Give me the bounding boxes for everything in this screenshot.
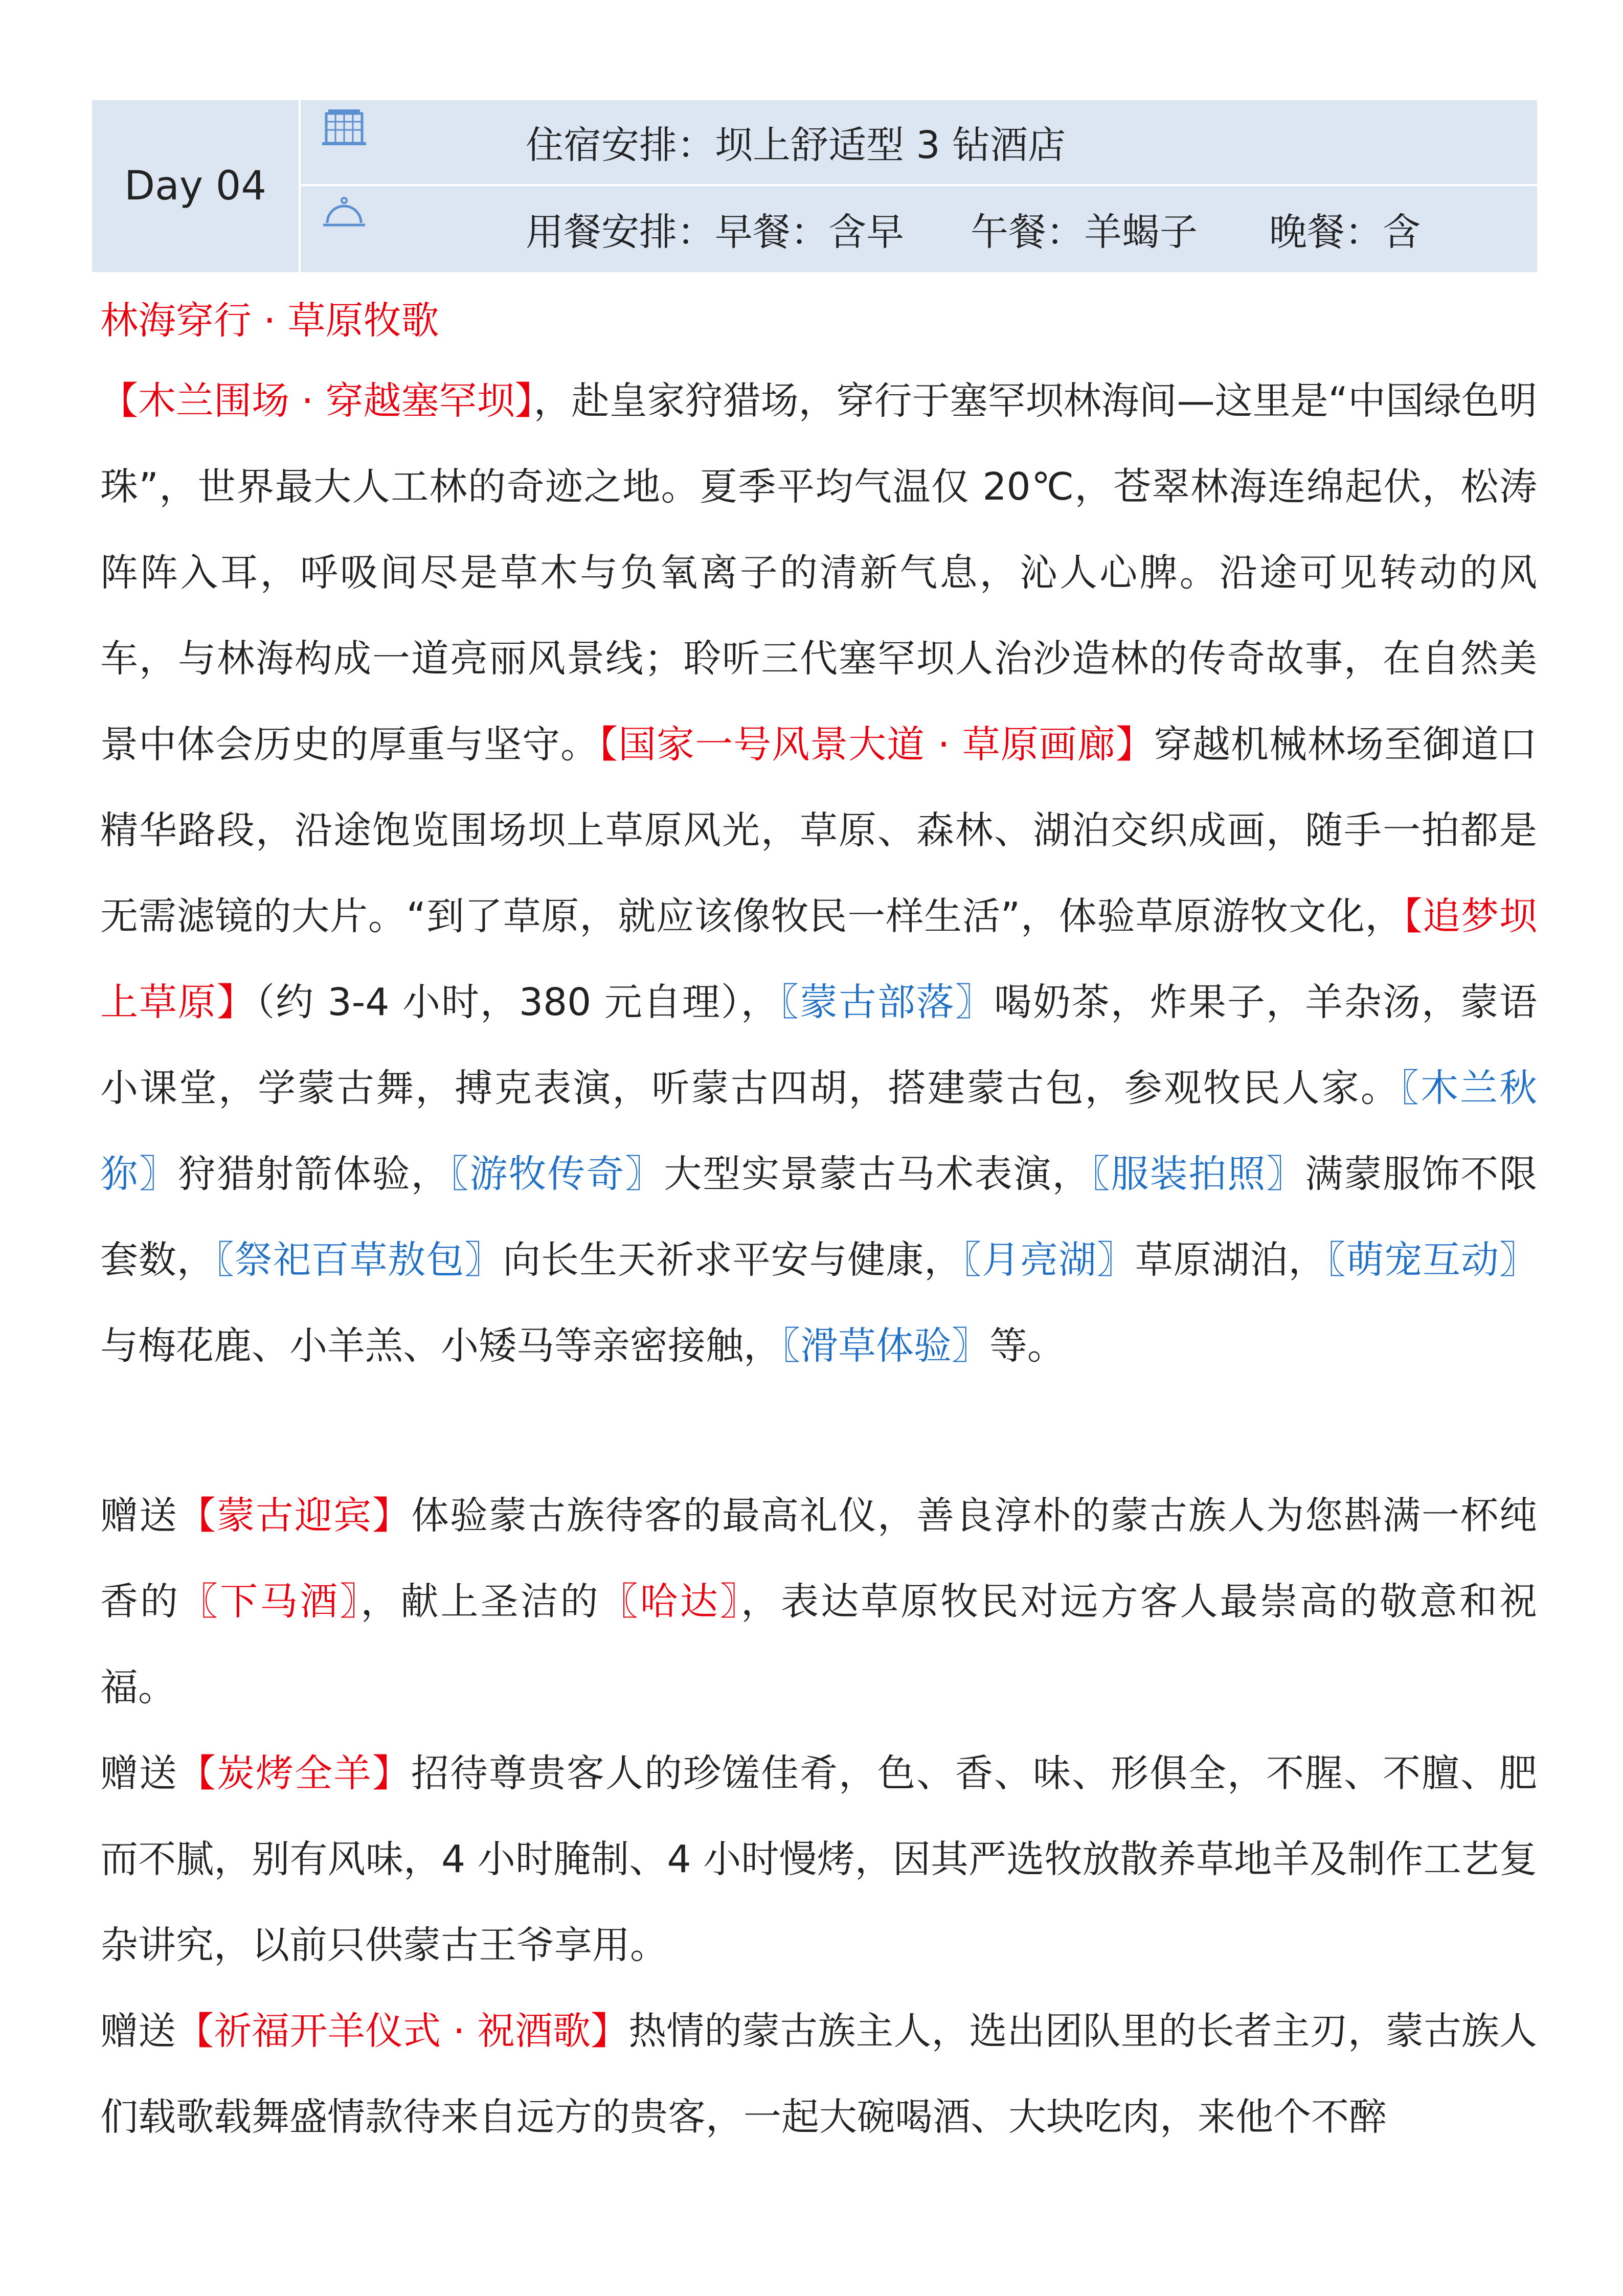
- highlight-grass-sliding: 〖滑草体验〗: [781, 1324, 989, 1368]
- dining-cloche-icon: [321, 192, 367, 233]
- highlight-hada: 〖哈达〗: [600, 1580, 741, 1624]
- highlight-pet-interaction: 〖萌宠互动〗: [1326, 1238, 1538, 1282]
- day-label: Day 04: [124, 163, 267, 209]
- info-column: [301, 100, 1537, 272]
- highlight-mongol-tribe: 〖蒙古部落〗: [779, 980, 994, 1024]
- text-run: 体验蒙古族待客的最高礼仪，善良淳朴的蒙古族人为您斟满一杯纯香的: [100, 1494, 1537, 1624]
- highlight-bashang-grassland: 【追梦坝上草原】: [100, 894, 1538, 1024]
- paragraph-welcome-gift: [100, 1473, 1537, 1730]
- text-run: 热情的蒙古族主人，选出团队里的长者主刃，蒙古族人们载歌载舞盛情款待来自远方的贵客，一起大碗喝酒、大块吃肉，来他个不醉: [100, 2009, 1537, 2139]
- text-run: 向长生天祈求平安与健康，: [503, 1238, 963, 1282]
- meals-row: [301, 186, 1537, 272]
- day-cell: [92, 100, 301, 272]
- text-run: 满蒙服饰不限套数，: [100, 1152, 1538, 1282]
- meals-text: [526, 202, 1421, 256]
- highlight-mulan-autumn-hunt: 〖木兰秋狝〗: [100, 1066, 1538, 1196]
- highlight-costume-photo: 〖服装拍照〗: [1091, 1152, 1305, 1196]
- highlight-moon-lake: 〖月亮湖〗: [962, 1238, 1135, 1282]
- paragraph-saihanba: [100, 358, 1537, 1389]
- text-run: 喝奶茶，炸果子，羊杂汤，蒙语小课堂，学蒙古舞，搏克表演，听蒙古四胡，搭建蒙古包，参观牧民人家。: [100, 980, 1538, 1110]
- highlight-roast-lamb: 【炭烤全羊】: [178, 1751, 411, 1795]
- text-run: 穿越机械林场至御道口精华路段，沿途饱览围场坝上草原风光，草原、森林、湖泊交织成画，随手一拍都是无需滤镜的大片。“到了草原，就应该像牧民一样生活”，体验草原游牧文化，: [100, 723, 1538, 938]
- lunch-text: 午餐：羊蝎子: [971, 210, 1198, 254]
- accommodation-text: 住宿安排：坝上舒适型 3 钻酒店: [526, 123, 1066, 167]
- highlight-mongol-welcome: 【蒙古迎宾】: [178, 1494, 411, 1538]
- highlight-nomad-legend: 〖游牧传奇〗: [449, 1152, 664, 1196]
- text-run: 与梅花鹿、小羊羔、小矮马等亲密接触，: [100, 1324, 781, 1368]
- accommodation-row: [301, 100, 1537, 186]
- text-run: 草原湖泊，: [1135, 1238, 1327, 1282]
- text-run: 狩猎射箭体验，: [177, 1152, 450, 1196]
- text-run: 招待尊贵客人的珍馐佳肴，色、香、味、形俱全，不腥、不膻、肥而不腻，别有风味，4 小时腌制、4 小时慢烤，因其严选牧放散养草地羊及制作工艺复杂讲究，以前只供蒙古王爷享用。: [100, 1751, 1537, 1967]
- text-run: 等。: [989, 1324, 1065, 1368]
- text-run: 赠送: [100, 2009, 176, 2053]
- highlight-welcome-wine: 〖下马酒〗: [180, 1580, 361, 1624]
- text-run: ，献上圣洁的: [360, 1580, 600, 1624]
- highlight-mulan-saihanba: 【木兰围场 · 穿越塞罕坝】: [100, 379, 534, 423]
- breakfast-text: 用餐安排：早餐：含早: [526, 210, 904, 254]
- itinerary-header-table: [92, 100, 1537, 272]
- highlight-obo-worship: 〖祭祀百草敖包〗: [215, 1238, 503, 1282]
- text-run: 大型实景蒙古马术表演，: [664, 1152, 1091, 1196]
- text-run: ，赴皇家狩猎场，穿行于塞罕坝林海间—这里是“中国绿色明珠”，世界最大人工林的奇迹之地。夏季平均气温仅 20℃，苍翠林海连绵起伏，松涛阵阵入耳，呼吸间尽是草木与负氧离子的清新气息，沁人心脾。沿途可见转动的风车，与林海构成一道亮丽风景线；聆听三代塞罕坝人治沙造林的传奇故事，在自然美景中体会历史的厚重与坚守。: [100, 379, 1537, 767]
- text-run: 赠送: [100, 1494, 178, 1538]
- paragraph-ceremony-gift: [100, 1988, 1537, 2160]
- section-title: 林海穿行 · 草原牧歌: [100, 299, 439, 343]
- dinner-text: 晚餐：含: [1269, 210, 1421, 254]
- highlight-scenic-avenue: 【国家一号风景大道 · 草原画廊】: [599, 723, 1154, 767]
- highlight-blessing-ceremony: 【祈福开羊仪式 · 祝酒歌】: [176, 2009, 629, 2053]
- hotel-icon: [321, 106, 367, 147]
- paragraph-roast-lamb-gift: [100, 1730, 1537, 1988]
- text-run: （约 3-4 小时，380 元自理），: [256, 980, 780, 1024]
- text-run: 赠送: [100, 1751, 178, 1795]
- text-run: ，表达草原牧民对远方客人最崇高的敬意和祝福。: [100, 1580, 1538, 1709]
